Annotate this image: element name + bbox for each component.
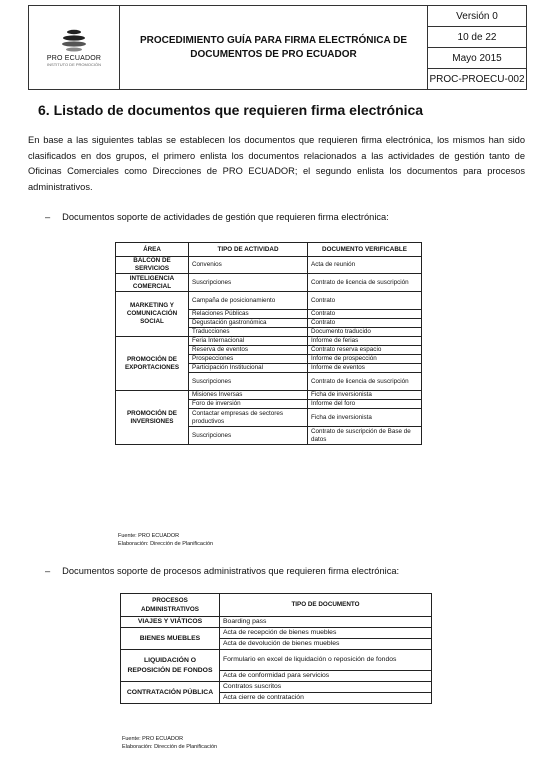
area-cell: BALCÓN DE SERVICIOS bbox=[116, 257, 189, 274]
document-cell: Ficha de inversionista bbox=[308, 391, 422, 400]
section-title: 6. Listado de documentos que requieren firma electrónica bbox=[38, 102, 424, 118]
elaboration-text: Elaboración: Dirección de Planificación bbox=[122, 743, 218, 750]
intro-paragraph: En base a las siguientes tablas se establecen los documentos que requieren firma electrónica, los mismos han sido clasificados en dos grupos, el primero enlista los documentos relacionados a las actividades de gestión tanto de Oficinas Comerciales como Direcciones de PRO ECUADOR; el segundo enlista los documentos para procesos administrativos. bbox=[28, 135, 525, 192]
bullet-item-1 bbox=[45, 212, 389, 222]
area-cell: PROMOCIÓN DE EXPORTACIONES bbox=[116, 337, 189, 391]
document-type-cell: Acta de devolución de bienes muebles bbox=[220, 639, 432, 650]
source-text: Fuente: PRO ECUADOR bbox=[118, 533, 180, 539]
activity-cell: Reserva de eventos bbox=[189, 346, 308, 355]
document-type-cell: Acta de conformidad para servicios bbox=[220, 671, 432, 682]
area-cell: PROMOCIÓN DE INVERSIONES bbox=[116, 391, 189, 445]
title-line-1: PROCEDIMIENTO GUÍA PARA FIRMA ELECTRÓNICA DE bbox=[139, 34, 408, 46]
document-cell: Contrato de licencia de suscripción bbox=[308, 274, 422, 292]
document-title bbox=[120, 6, 428, 90]
document-cell: Informe de prospección bbox=[308, 355, 422, 364]
table-row bbox=[116, 391, 422, 400]
activity-cell: Relaciones Públicas bbox=[189, 310, 308, 319]
activity-cell: Convenios bbox=[189, 257, 308, 274]
document-cell: Contrato de licencia de suscripción bbox=[308, 373, 422, 391]
source-text: Fuente: PRO ECUADOR bbox=[122, 736, 184, 742]
area-cell: INTELIGENCIA COMERCIAL bbox=[116, 274, 189, 292]
activity-cell: Feria Internacional bbox=[189, 337, 308, 346]
document-cell: Contrato reserva espacio bbox=[308, 346, 422, 355]
process-cell: CONTRATACIÓN PÚBLICA bbox=[121, 682, 220, 704]
version-cell: Versión 0 bbox=[428, 6, 527, 27]
column-header: TIPO DE ACTIVIDAD bbox=[189, 243, 308, 257]
activity-cell: Prospecciones bbox=[189, 355, 308, 364]
table-row bbox=[116, 274, 422, 292]
document-cell: Contrato bbox=[308, 310, 422, 319]
page-number-cell: 10 de 22 bbox=[428, 27, 527, 48]
table-row bbox=[121, 650, 432, 671]
activity-cell: Foro de inversión bbox=[189, 400, 308, 409]
document-type-cell: Contratos suscritos bbox=[220, 682, 432, 693]
area-cell: MARKETING Y COMUNICACIÓN SOCIAL bbox=[116, 292, 189, 337]
table-row bbox=[121, 682, 432, 693]
process-cell: VIAJES Y VIÁTICOS bbox=[121, 617, 220, 628]
table-row bbox=[116, 292, 422, 310]
table-row bbox=[116, 257, 422, 274]
elaboration-text: Elaboración: Dirección de Planificación bbox=[118, 540, 214, 547]
bullet-text: Documentos soporte de actividades de gestión que requieren firma electrónica: bbox=[62, 212, 389, 222]
activity-cell: Participación Institucional bbox=[189, 364, 308, 373]
activity-cell: Traducciones bbox=[189, 328, 308, 337]
column-header: ÁREA bbox=[116, 243, 189, 257]
document-cell: Acta de reunión bbox=[308, 257, 422, 274]
bullet-text: Documentos soporte de procesos administrativos que requieren firma electrónica: bbox=[62, 566, 400, 576]
table-row bbox=[121, 628, 432, 639]
document-cell: Ficha de inversionista bbox=[308, 409, 422, 427]
document-type-cell: Acta cierre de contratación bbox=[220, 693, 432, 704]
document-cell: Documento traducido bbox=[308, 328, 422, 337]
table1-source-note bbox=[118, 533, 213, 548]
administrative-processes-table bbox=[120, 593, 432, 704]
table2-source-note bbox=[122, 736, 217, 751]
logo-subtext: INSTITUTO DE PROMOCIÓN bbox=[47, 62, 101, 67]
bullet-item-2 bbox=[45, 566, 399, 576]
process-cell: LIQUIDACIÓN O REPOSICIÓN DE FONDOS bbox=[121, 650, 220, 682]
column-header: TIPO DE DOCUMENTO bbox=[220, 594, 432, 617]
activity-cell: Contactar empresas de sectores productivos bbox=[189, 409, 308, 427]
column-header: PROCESOS ADMINISTRATIVOS bbox=[121, 594, 220, 617]
document-cell: Contrato bbox=[308, 319, 422, 328]
activity-cell: Suscripciones bbox=[189, 373, 308, 391]
column-header: DOCUMENTO VERIFICABLE bbox=[308, 243, 422, 257]
document-type-cell: Formulario en excel de liquidación o reposición de fondos bbox=[220, 650, 432, 671]
document-cell: Informe de ferias bbox=[308, 337, 422, 346]
bullet-dash: – bbox=[45, 212, 51, 222]
document-type-cell: Acta de recepción de bienes muebles bbox=[220, 628, 432, 639]
code-cell: PROC-PROECU-002 bbox=[428, 69, 527, 90]
document-cell: Contrato bbox=[308, 292, 422, 310]
bullet-dash: – bbox=[45, 566, 51, 576]
process-cell: BIENES MUEBLES bbox=[121, 628, 220, 650]
document-cell: Contrato de suscripción de Base de datos bbox=[308, 427, 422, 445]
activity-cell: Suscripciones bbox=[189, 427, 308, 445]
document-cell: Informe del foro bbox=[308, 400, 422, 409]
logo-text: PRO ECUADOR bbox=[46, 55, 102, 62]
date-cell: Mayo 2015 bbox=[428, 48, 527, 69]
table-row bbox=[121, 617, 432, 628]
pro-ecuador-logo bbox=[29, 28, 119, 67]
document-type-cell: Boarding pass bbox=[220, 617, 432, 628]
activity-cell: Degustación gastronómica bbox=[189, 319, 308, 328]
activity-cell: Misiones Inversas bbox=[189, 391, 308, 400]
activity-cell: Campaña de posicionamiento bbox=[189, 292, 308, 310]
logo-mark-icon bbox=[60, 28, 88, 52]
logo-cell bbox=[29, 6, 120, 90]
table-row bbox=[116, 337, 422, 346]
document-cell: Informe de eventos bbox=[308, 364, 422, 373]
title-line-2: DOCUMENTOS DE PRO ECUADOR bbox=[190, 48, 357, 60]
document-header bbox=[28, 5, 527, 90]
activities-table bbox=[115, 242, 422, 445]
activity-cell: Suscripciones bbox=[189, 274, 308, 292]
